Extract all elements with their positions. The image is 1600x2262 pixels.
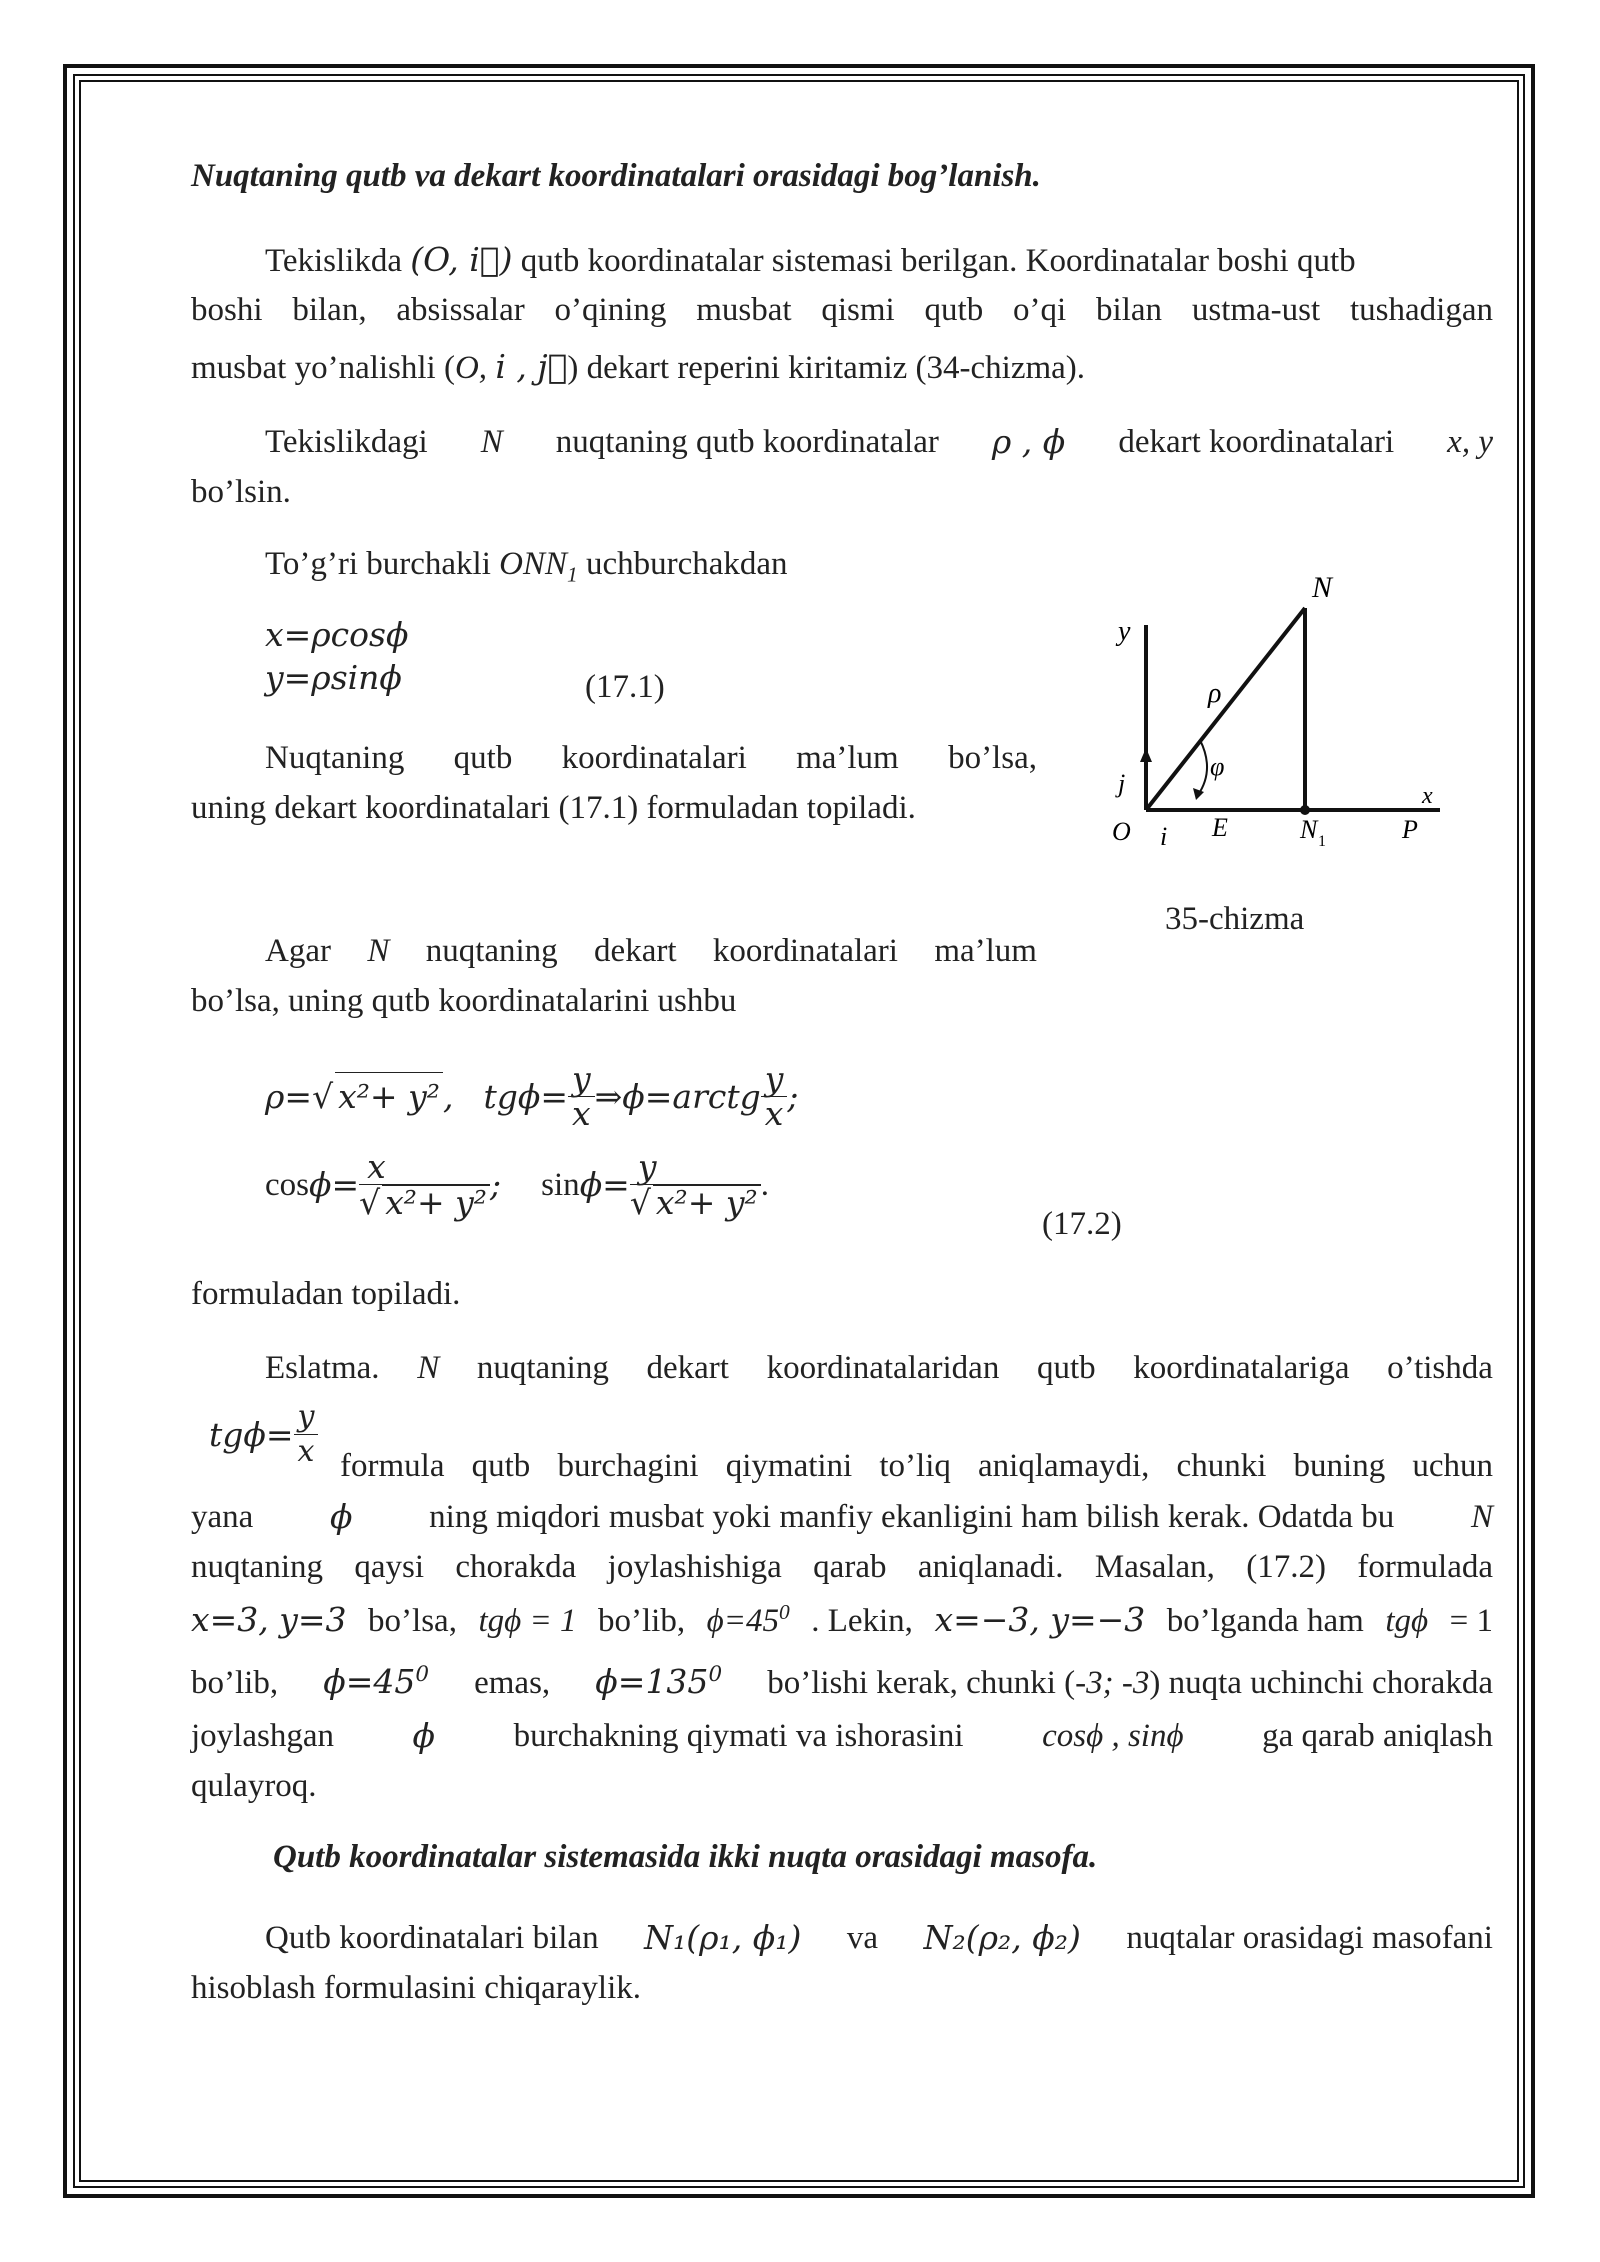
equation-label-17-1: (17.1) <box>585 669 665 705</box>
text: ) dekart reperini kiritamiz (34-chizma). <box>567 350 1086 386</box>
note-line-4: nuqtaning qaysi chorakda joylashishiga qarab aniqlanadi. Masalan, (17.2) formulada <box>191 1549 1493 1585</box>
paragraph-2-line-2: bo’lsin. <box>191 474 291 510</box>
math-rho-phi: ρ , ϕ <box>991 422 1066 461</box>
note-formula <box>209 1400 318 1469</box>
text: musbat yo’nalishli ( <box>191 350 455 386</box>
label-n: N <box>1312 571 1333 604</box>
math-example-1: x=3, y=3 <box>191 1600 347 1639</box>
label-rho: ρ <box>1208 678 1222 709</box>
text: bo’lsa, <box>368 1603 457 1639</box>
text: ϕ=135 <box>595 1662 709 1701</box>
equation-17-2-line-2: cos ϕ= $\frac{x}{\text{√ x²+ y²}}$ ; sin ϕ= $\frac{y}{\text{√ x²+ y²}}$ . <box>265 1147 769 1222</box>
fraction-sin <box>629 1147 761 1222</box>
note-line-8: qulayroq. <box>191 1768 317 1804</box>
math-n2: N₂(ρ₂, ϕ₂) <box>923 1918 1081 1957</box>
fraction-cos <box>359 1147 490 1222</box>
text: emas, <box>474 1665 551 1701</box>
fraction-y-over-x-3 <box>294 1400 319 1469</box>
paragraph-5-line-1: Agar N nuqtaning dekart koordinatalari ma’lum <box>265 933 1037 969</box>
text: dekart koordinatalari <box>1118 424 1395 460</box>
math-phi: ϕ <box>329 1497 353 1536</box>
text: bo’lganda ham <box>1166 1603 1364 1639</box>
math: tgϕ= <box>483 1076 568 1116</box>
text: nuqtalar orasidagi masofani <box>1126 1920 1493 1956</box>
label-n1-sub: 1 <box>1318 833 1326 850</box>
math-example-2: x=−3, y=−3 <box>934 1600 1146 1639</box>
label-e: E <box>1212 813 1228 842</box>
label-p: P <box>1402 815 1418 844</box>
math-n1: N₁(ρ₁, ϕ₁) <box>644 1918 802 1957</box>
math-i-j: i , j⃗ <box>495 347 568 386</box>
math: sin <box>541 1167 580 1203</box>
text: To’g’ri burchakli <box>265 546 491 582</box>
text: ONN <box>499 546 567 582</box>
text: ) nuqta uchinchi chorakda <box>1149 1665 1493 1701</box>
label-o: O <box>1112 817 1131 846</box>
text: bo’lib, <box>598 1603 686 1639</box>
math-tg-2: tgϕ <box>1385 1603 1429 1639</box>
math: ϕ= <box>579 1165 630 1204</box>
paragraph-6: formuladan topiladi. <box>191 1276 461 1312</box>
note-line-5 <box>191 1596 1493 1645</box>
text: Qutb koordinatalari bilan <box>265 1920 599 1956</box>
text: Tekislikda <box>265 243 402 279</box>
numerator: y <box>568 1062 595 1097</box>
text: Eslatma. <box>265 1350 380 1386</box>
math-o-i: (O, i⃗) <box>410 240 513 279</box>
numerator: x <box>359 1150 490 1185</box>
label-y: y <box>1118 616 1131 647</box>
numerator: y <box>630 1150 761 1185</box>
numerator: y <box>294 1400 319 1435</box>
denominator: x <box>572 1094 591 1133</box>
math-x-y: x, y <box>1447 424 1493 460</box>
math-n: N <box>480 424 503 460</box>
radicand: x²+ y² <box>335 1072 443 1121</box>
math-phi: ϕ <box>412 1716 436 1755</box>
equation-17-2-line-1: ρ= √ x²+ y² , tgϕ= $\frac{y}{x}$ ⇒ϕ=arctg $\frac{y}{x}$ ; <box>265 1059 799 1133</box>
paragraph-1-line-1 <box>265 236 1356 285</box>
subscript: 1 <box>566 562 578 587</box>
equation-label-17-2: (17.2) <box>1042 1206 1122 1242</box>
text: ga qarab aniqlash <box>1262 1718 1493 1754</box>
fraction-y-over-x-2 <box>761 1059 788 1133</box>
radicand: x²+ y² <box>653 1185 761 1220</box>
math: ϕ= <box>309 1165 360 1204</box>
math: tgϕ= <box>209 1414 294 1454</box>
paragraph-5-line-2: bo’lsa, uning qutb koordinatalarini ushbu <box>191 983 737 1019</box>
denominator: √ x²+ y² <box>630 1185 761 1220</box>
paragraph-8-line-2: hisoblash formulasini chiqaraylik. <box>191 1970 641 2006</box>
figure-caption: 35-chizma <box>1165 901 1305 937</box>
section-heading-2: Qutb koordinatalar sistemasida ikki nuqta orasidagi masofa. <box>273 1839 1098 1875</box>
math: ; <box>787 1076 799 1116</box>
figure-35 <box>1090 560 1460 880</box>
equation-x: x=ρcosϕ <box>265 615 409 654</box>
math-tg-1: tgϕ = 1 <box>478 1603 577 1639</box>
paragraph-1-line-3 <box>191 343 1085 392</box>
denominator: x <box>764 1094 784 1133</box>
math: ⇒ϕ=arctg <box>594 1076 761 1116</box>
text: ϕ=45 <box>323 1662 416 1701</box>
note-line-2: formula qutb burchagini qiymatini to’liq aniqlamaydi, chunki buning uchun <box>340 1448 1493 1484</box>
math: ρ= <box>265 1076 313 1116</box>
superscript: 0 <box>415 1662 429 1687</box>
text: bo’lib, <box>191 1665 279 1701</box>
text: = 1 <box>1449 1603 1493 1639</box>
text: ning miqdori musbat yoki manfiy ekanligini ham bilish kerak. Odatda bu <box>429 1499 1395 1535</box>
math-n: N <box>417 1350 440 1386</box>
text: burchakning qiymati va ishorasini <box>513 1718 964 1754</box>
fraction-y-over-x <box>568 1059 595 1133</box>
note-line-7 <box>191 1712 1493 1760</box>
text: ϕ=45 <box>706 1603 779 1639</box>
note-line-6 <box>191 1658 1493 1707</box>
math-phi-135 <box>595 1658 722 1706</box>
paragraph-4-line-1: Nuqtaning qutb koordinatalari ma’lum bo’lsa, <box>265 740 1037 776</box>
equation-y: y=ρsinϕ <box>265 658 402 697</box>
paragraph-3 <box>265 540 788 588</box>
text: . Lekin, <box>811 1603 913 1639</box>
label-j: j <box>1118 769 1126 798</box>
text: va <box>846 1920 879 1956</box>
label-x: x <box>1422 783 1433 809</box>
numerator: y <box>761 1062 788 1097</box>
superscript: 0 <box>778 1600 790 1624</box>
math-phi-45 <box>707 1597 790 1645</box>
denominator: √ x²+ y² <box>359 1185 490 1220</box>
text: uchburchakdan <box>585 546 788 582</box>
paragraph-1-line-2: boshi bilan, absissalar o’qining musbat qismi qutb o’qi bilan ustma-ust tushadigan <box>191 292 1493 328</box>
text: Tekislikdagi <box>265 424 428 460</box>
radicand: x²+ y² <box>382 1185 490 1220</box>
paragraph-2-line-1 <box>265 418 1493 466</box>
label-i: i <box>1160 822 1168 851</box>
superscript: 0 <box>708 1662 723 1687</box>
math-point: -3; -3 <box>1075 1665 1150 1701</box>
text: yana <box>191 1499 254 1535</box>
math: cos <box>265 1167 309 1203</box>
math-cos-sin: cosϕ , sinϕ <box>1042 1718 1184 1754</box>
math-onn <box>499 546 578 587</box>
section-heading: Nuqtaning qutb va dekart koordinatalari orasidagi bog’lanish. <box>191 158 1041 194</box>
note-line-3 <box>191 1493 1493 1541</box>
denominator: x <box>297 1434 315 1469</box>
label-phi: φ <box>1210 752 1225 781</box>
label-n1: N <box>1300 815 1318 844</box>
note-line-1: Eslatma. N nuqtaning dekart koordinatalaridan qutb koordinatalariga o’tishda <box>265 1344 1493 1392</box>
text: qutb koordinatalar sistemasi berilgan. Koordinatalar boshi qutb <box>520 243 1356 279</box>
text: bo’lishi kerak, chunki ( <box>767 1665 1076 1701</box>
math-n: N <box>1470 1499 1493 1535</box>
paragraph-8-line-1 <box>265 1914 1493 1962</box>
paragraph-4-line-2: uning dekart koordinatalari (17.1) formuladan topiladi. <box>191 790 916 826</box>
text: joylashgan <box>191 1718 334 1754</box>
math-o: O, <box>454 350 488 386</box>
math-phi-45b <box>323 1658 429 1706</box>
text: nuqtaning qutb koordinatalar <box>555 424 939 460</box>
